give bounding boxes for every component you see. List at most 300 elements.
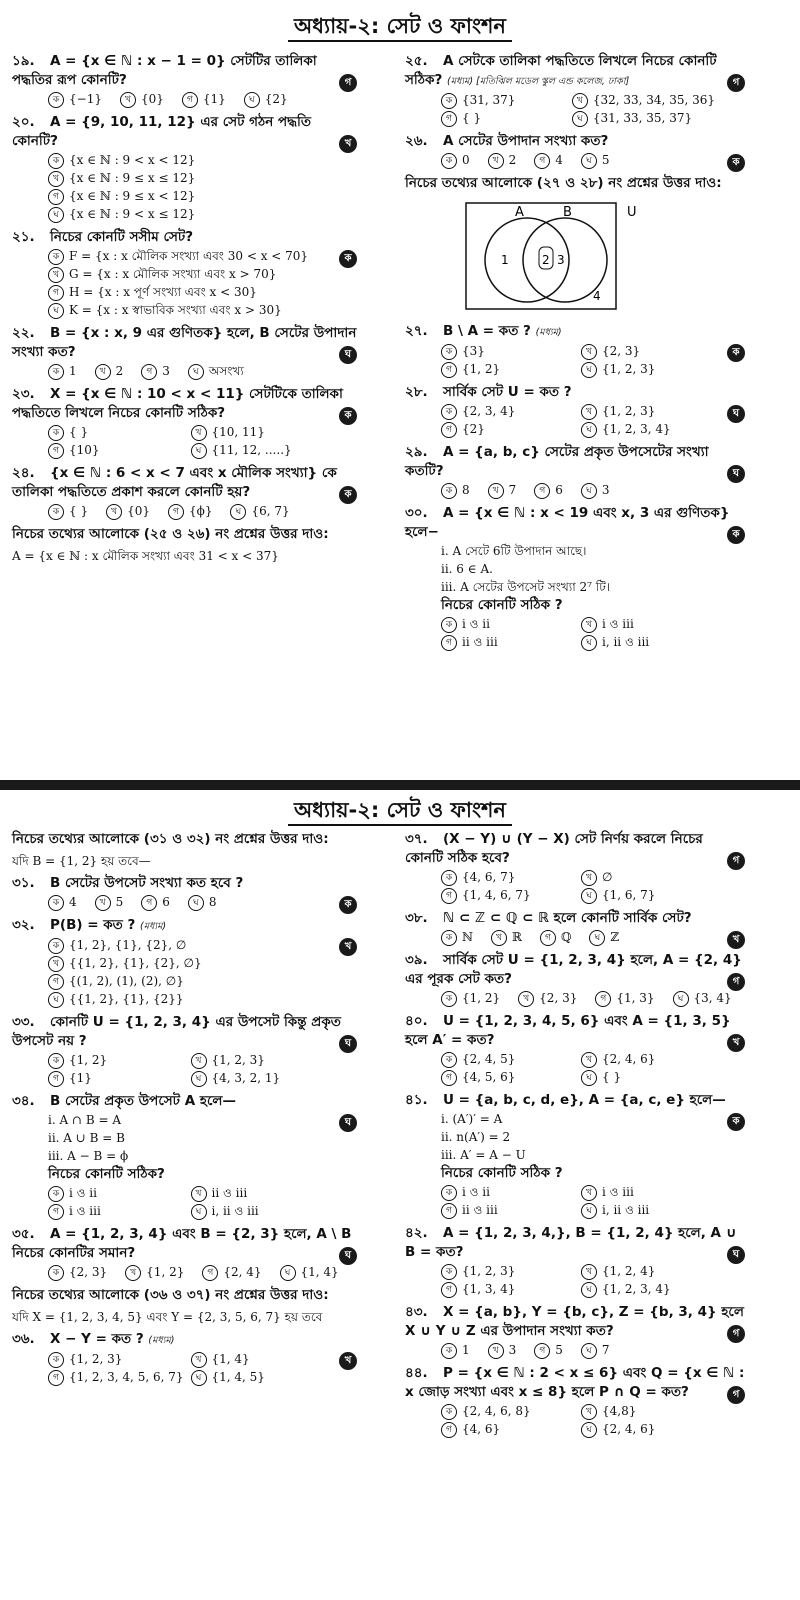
question-stem: (X − Y) ∪ (Y − X) সেট নির্ণয় করলে নিচের কোনটি সঠিক হবে? — [405, 831, 703, 866]
page-2-title: অধ্যায়-২: সেট ও ফাংশন — [0, 794, 800, 829]
option-3[interactable] — [244, 90, 288, 108]
option-0[interactable] — [441, 481, 470, 499]
option-2[interactable] — [534, 481, 563, 499]
option-text: {{1, 2}, {1}, {2}} — [69, 992, 184, 1006]
option-0[interactable] — [441, 1402, 575, 1420]
option-text: {4, 5, 6} — [462, 1070, 516, 1084]
option-3[interactable] — [48, 990, 327, 1008]
option-0[interactable] — [48, 151, 327, 169]
options — [12, 362, 357, 380]
question-number: ৪২. — [405, 1225, 428, 1241]
option-2[interactable] — [48, 187, 327, 205]
option-marker: ঘ — [191, 1071, 207, 1087]
option-0[interactable] — [48, 936, 327, 954]
option-0[interactable] — [441, 402, 575, 420]
venn-label-b: B — [563, 205, 572, 220]
option-marker: ঘ — [581, 1343, 597, 1359]
option-marker: খ — [488, 153, 504, 169]
option-text: {1, 2}, {1}, {2}, ∅ — [69, 938, 187, 952]
option-2[interactable] — [441, 1068, 575, 1086]
option-marker: গ — [441, 111, 457, 127]
option-2[interactable] — [441, 1280, 575, 1298]
statement-question: নিচের কোনটি সঠিক ? — [441, 1165, 563, 1181]
option-text: ii ও iii — [211, 1186, 248, 1200]
page-2-left-column — [12, 830, 357, 1391]
option-2[interactable] — [202, 1263, 261, 1281]
options — [405, 1183, 745, 1219]
option-1[interactable] — [488, 481, 517, 499]
question-number: ৩১. — [12, 875, 35, 891]
option-marker: গ — [441, 1422, 457, 1438]
option-0[interactable] — [441, 928, 473, 946]
option-3[interactable] — [581, 151, 610, 169]
question-page2-q34 — [12, 1092, 357, 1220]
option-marker: ঘ — [230, 504, 246, 520]
option-1[interactable] — [488, 151, 517, 169]
option-1[interactable] — [191, 1184, 328, 1202]
option-0[interactable] — [48, 362, 77, 380]
option-3[interactable] — [581, 1420, 715, 1438]
question-number: ২৩. — [12, 386, 35, 402]
option-1[interactable] — [581, 868, 715, 886]
question-stem: U = {a, b, c, d, e}, A = {a, c, e} হলে— — [443, 1092, 726, 1108]
question-stem: B সেটের উপসেট সংখ্যা কত হবে ? — [50, 875, 244, 891]
question-text — [12, 1013, 357, 1051]
option-text: i, ii ও iii — [211, 1204, 259, 1218]
answer-badge: ক — [727, 1113, 745, 1131]
option-1[interactable] — [191, 1350, 328, 1368]
option-text: {1, 4, 5} — [211, 1370, 265, 1384]
option-1[interactable] — [191, 1051, 328, 1069]
question-page2-q41 — [405, 1091, 745, 1219]
option-text: {4,8} — [602, 1404, 637, 1418]
question-number: ৩৯. — [405, 952, 428, 968]
option-text: {2, 4} — [223, 1265, 262, 1279]
options — [405, 868, 745, 904]
option-0[interactable] — [48, 1051, 185, 1069]
option-marker: ঘ — [581, 422, 597, 438]
option-2[interactable] — [48, 1202, 185, 1220]
question-page1-right2-1 — [405, 383, 745, 438]
option-2[interactable] — [168, 502, 212, 520]
option-0[interactable] — [441, 91, 566, 109]
option-3[interactable] — [572, 109, 715, 127]
option-text: 2 — [508, 153, 517, 167]
option-2[interactable] — [534, 151, 563, 169]
option-marker: ঘ — [581, 1070, 597, 1086]
option-1[interactable] — [581, 1402, 715, 1420]
option-text: ℚ — [560, 930, 572, 944]
option-marker: ক — [48, 504, 64, 520]
option-2[interactable] — [441, 886, 575, 904]
option-2[interactable] — [48, 283, 327, 301]
option-1[interactable] — [581, 615, 715, 633]
answer-badge: খ — [727, 931, 745, 949]
option-2[interactable] — [441, 420, 575, 438]
option-marker: খ — [191, 1053, 207, 1069]
option-1[interactable] — [581, 402, 715, 420]
option-text: { } — [462, 111, 482, 125]
option-text: 7 — [508, 483, 517, 497]
option-2[interactable] — [48, 1069, 185, 1087]
option-3[interactable] — [581, 1068, 715, 1086]
options — [405, 928, 745, 946]
option-3[interactable] — [673, 989, 732, 1007]
option-marker: খ — [488, 483, 504, 499]
option-marker: খ — [125, 1265, 141, 1281]
option-marker: খ — [488, 1343, 504, 1359]
venn-only-b: 3 — [557, 253, 565, 267]
statement-question: নিচের কোনটি সঠিক ? — [441, 597, 563, 613]
option-1[interactable] — [488, 1341, 517, 1359]
option-1[interactable] — [120, 90, 164, 108]
option-text: {31, 33, 35, 37} — [592, 111, 693, 125]
option-1[interactable] — [191, 423, 328, 441]
option-0[interactable] — [441, 989, 500, 1007]
question-number: ২১. — [12, 229, 35, 245]
option-2[interactable] — [441, 360, 575, 378]
option-0[interactable] — [441, 1050, 575, 1068]
option-2[interactable] — [595, 989, 654, 1007]
option-text: {1, 6, 7} — [602, 888, 656, 902]
option-3[interactable] — [48, 301, 327, 319]
option-text: {2, 4, 6, 8} — [462, 1404, 531, 1418]
answer-badge: ঘ — [727, 1246, 745, 1264]
option-marker: ঘ — [581, 1282, 597, 1298]
option-text: 6 — [555, 483, 563, 497]
option-text: i ও ii — [462, 617, 490, 631]
option-marker: খ — [581, 404, 597, 420]
option-2[interactable] — [141, 362, 170, 380]
option-3[interactable] — [191, 1202, 328, 1220]
option-1[interactable] — [581, 342, 715, 360]
options — [12, 423, 357, 459]
option-marker: ক — [48, 249, 64, 265]
option-marker: ঘ — [48, 207, 64, 223]
option-3[interactable] — [191, 1368, 328, 1386]
option-text: {1, 2, 3} — [462, 1264, 516, 1278]
statement: i. A সেটে 6টি উপাদান আছে। — [441, 544, 587, 558]
option-0[interactable] — [48, 90, 102, 108]
option-text: {0} — [140, 92, 164, 106]
answer-badge: ক — [339, 407, 357, 425]
option-2[interactable] — [540, 928, 571, 946]
option-3[interactable] — [188, 362, 244, 380]
option-marker: খ — [191, 1186, 207, 1202]
option-text: 8 — [208, 895, 217, 909]
option-text: {2, 3, 4} — [462, 404, 516, 418]
option-1[interactable] — [125, 1263, 184, 1281]
option-2[interactable] — [141, 893, 170, 911]
option-0[interactable] — [441, 615, 575, 633]
option-marker: খ — [48, 956, 64, 972]
answer-badge: ঘ — [339, 1114, 357, 1132]
option-text: {10} — [69, 443, 100, 457]
option-text: 3 — [601, 483, 610, 497]
question-number: ৩৫. — [12, 1226, 35, 1242]
option-text: i, ii ও iii — [602, 1203, 650, 1217]
option-marker: গ — [48, 1370, 64, 1386]
option-text: {1, 4, 6, 7} — [462, 888, 531, 902]
option-marker: খ — [581, 870, 597, 886]
question-number: ৩৪. — [12, 1093, 35, 1109]
option-3[interactable] — [581, 1341, 610, 1359]
page-1-left-column — [12, 52, 357, 569]
page-1-right-column — [405, 52, 745, 656]
question-text — [405, 322, 745, 342]
question-page2-right-0 — [405, 830, 745, 904]
answer-badge: ক — [339, 250, 357, 268]
option-3[interactable] — [191, 1069, 328, 1087]
option-marker: গ — [48, 1204, 64, 1220]
answer-badge: ঘ — [727, 405, 745, 423]
info-36-37-set: যদি X = {1, 2, 3, 4, 5} এবং Y = {2, 3, 5, 6, 7} হয় তবে — [12, 1310, 323, 1324]
question-page2-right-1 — [405, 909, 745, 946]
option-0[interactable] — [48, 1184, 185, 1202]
options — [12, 1051, 357, 1087]
option-2[interactable] — [441, 633, 575, 651]
option-1[interactable] — [581, 1262, 715, 1280]
option-0[interactable] — [48, 423, 185, 441]
question-text — [12, 52, 357, 90]
page-2-right-column — [405, 830, 745, 1443]
question-page2-right-3 — [405, 1012, 745, 1086]
venn-both: 2 — [542, 253, 550, 267]
option-0[interactable] — [441, 1262, 575, 1280]
option-marker: খ — [191, 1352, 207, 1368]
option-0[interactable] — [441, 151, 470, 169]
option-marker: খ — [581, 344, 597, 360]
question-text — [405, 504, 745, 542]
option-text: অসংখ্য — [208, 364, 244, 378]
option-marker: ঘ — [589, 930, 605, 946]
option-text: ii ও iii — [462, 1203, 498, 1217]
option-3[interactable] — [48, 205, 327, 223]
option-marker: গ — [182, 92, 198, 108]
option-0[interactable] — [48, 247, 327, 265]
option-1[interactable] — [106, 502, 150, 520]
options — [12, 151, 357, 223]
question-page1-q30 — [405, 504, 745, 651]
option-text: {1, 4} — [211, 1352, 250, 1366]
option-1[interactable] — [581, 1050, 715, 1068]
option-marker: গ — [48, 285, 64, 301]
option-2[interactable] — [182, 90, 226, 108]
option-text: {1} — [69, 1071, 92, 1085]
option-marker: ক — [441, 1052, 457, 1068]
venn-label-u: U — [627, 205, 637, 220]
option-marker: ঘ — [572, 111, 588, 127]
question-text — [12, 1092, 357, 1111]
page-2 — [0, 790, 800, 1600]
option-text: {1, 4} — [300, 1265, 339, 1279]
answer-badge: গ — [727, 973, 745, 991]
option-2[interactable] — [48, 1368, 185, 1386]
venn-only-a: 1 — [501, 253, 509, 267]
option-marker: ঘ — [581, 362, 597, 378]
question-number: ৪৪. — [405, 1365, 428, 1381]
option-1[interactable] — [572, 91, 715, 109]
option-text: 0 — [462, 153, 470, 167]
option-text: 4 — [555, 153, 563, 167]
option-1[interactable] — [95, 362, 124, 380]
option-text: {3, 4} — [693, 991, 732, 1005]
option-3[interactable] — [230, 502, 289, 520]
info-36-37: নিচের তথ্যের আলোকে (৩৬ ও ৩৭) নং প্রশ্নের উত্তর দাও: — [12, 1287, 329, 1303]
option-3[interactable] — [581, 1280, 715, 1298]
option-0[interactable] — [441, 1341, 470, 1359]
option-1[interactable] — [48, 265, 327, 283]
info-25-26: নিচের তথ্যের আলোকে (২৫ ও ২৬) নং প্রশ্নের উত্তর দাও: — [12, 526, 329, 542]
option-text: 5 — [555, 1343, 563, 1357]
option-3[interactable] — [191, 441, 328, 459]
question-page1-left-2 — [12, 228, 357, 319]
venn-label-a: A — [515, 205, 524, 220]
option-marker: ঘ — [191, 1370, 207, 1386]
question-stem: কোনটি U = {1, 2, 3, 4} এর উপসেট কিন্তু প্রকৃত উপসেট নয় ? — [12, 1014, 341, 1049]
question-source: (মধ্যম) — [535, 327, 562, 338]
option-1[interactable] — [48, 954, 327, 972]
option-text: {2, 3} — [539, 991, 578, 1005]
option-marker: ক — [441, 930, 457, 946]
statement: ii. 6 ∈ A. — [441, 562, 493, 576]
option-text: i ও ii — [69, 1186, 97, 1200]
question-text — [405, 1091, 745, 1110]
option-3[interactable] — [188, 893, 217, 911]
option-marker: ক — [48, 1186, 64, 1202]
question-text — [405, 1364, 745, 1402]
option-text: i ও iii — [602, 617, 634, 631]
option-0[interactable] — [48, 1263, 107, 1281]
option-marker: গ — [595, 991, 611, 1007]
option-text: {32, 33, 34, 35, 36} — [592, 93, 715, 107]
venn-diagram — [465, 202, 665, 312]
option-0[interactable] — [441, 868, 575, 886]
option-marker: খ — [491, 930, 507, 946]
option-0[interactable] — [441, 342, 575, 360]
answer-badge: খ — [339, 135, 357, 153]
answer-badge: ক — [339, 486, 357, 504]
option-3[interactable] — [581, 886, 715, 904]
option-text: {(1, 2), (1), (2), ∅} — [69, 974, 184, 988]
options — [12, 1263, 357, 1281]
option-1[interactable] — [518, 989, 577, 1007]
statement: i. (A′)′ = A — [441, 1112, 503, 1126]
option-marker: গ — [441, 888, 457, 904]
option-3[interactable] — [280, 1263, 339, 1281]
question-text — [405, 951, 745, 989]
question-text — [405, 132, 745, 151]
question-text — [12, 916, 357, 936]
option-marker: খ — [518, 991, 534, 1007]
option-marker: ক — [48, 425, 64, 441]
option-marker: গ — [540, 930, 556, 946]
answer-badge: ক — [727, 344, 745, 362]
option-marker: গ — [534, 483, 550, 499]
option-marker: ঘ — [581, 888, 597, 904]
option-marker: গ — [48, 443, 64, 459]
option-1[interactable] — [491, 928, 522, 946]
option-2[interactable] — [441, 109, 566, 127]
option-text: {1, 2} — [462, 362, 501, 376]
statement: i. A ∩ B = A — [48, 1113, 121, 1127]
answer-badge: ক — [339, 896, 357, 914]
option-2[interactable] — [48, 972, 327, 990]
question-stem: P(B) = কত ? — [50, 917, 136, 933]
question-page2-q36 — [12, 1330, 357, 1386]
option-3[interactable] — [581, 1201, 715, 1219]
option-text: {4, 6} — [462, 1422, 501, 1436]
option-2[interactable] — [441, 1201, 575, 1219]
option-marker: গ — [141, 364, 157, 380]
option-marker: ক — [48, 364, 64, 380]
question-text — [12, 1330, 357, 1350]
options — [405, 989, 745, 1007]
info-27-28: নিচের তথ্যের আলোকে (২৭ ও ২৮) নং প্রশ্নের উত্তর দাও: — [405, 175, 722, 191]
option-0[interactable] — [48, 893, 77, 911]
option-3[interactable] — [581, 360, 715, 378]
option-2[interactable] — [48, 441, 185, 459]
option-marker: ক — [441, 617, 457, 633]
question-page2-left-2 — [12, 1013, 357, 1087]
option-text: 4 — [69, 895, 77, 909]
option-3[interactable] — [589, 928, 619, 946]
question-number: ৩৩. — [12, 1014, 35, 1030]
option-marker: ক — [441, 991, 457, 1007]
option-marker: ঘ — [581, 483, 597, 499]
option-marker: গ — [141, 895, 157, 911]
question-stem: P = {x ∈ ℕ : 2 < x ≤ 6} এবং Q = {x ∈ ℕ : x জোড় সংখ্যা এবং x ≤ 8} হলে P ∩ Q = কত? — [405, 1365, 745, 1400]
option-marker: ক — [441, 1264, 457, 1280]
option-2[interactable] — [441, 1420, 575, 1438]
option-0[interactable] — [441, 1183, 575, 1201]
option-1[interactable] — [95, 893, 124, 911]
question-stem: B = {x : x, 9 এর গুণিতক} হলে, B সেটের উপাদান সংখ্যা কত? — [12, 325, 357, 360]
option-text: 3 — [162, 364, 170, 378]
option-0[interactable] — [48, 1350, 185, 1368]
option-text: {10, 11} — [211, 425, 265, 439]
question-page2-q35 — [12, 1225, 357, 1281]
option-marker: ক — [48, 92, 64, 108]
option-marker: ক — [48, 895, 64, 911]
option-marker: গ — [441, 1282, 457, 1298]
statement: ii. A ∪ B = B — [48, 1131, 125, 1145]
option-marker: ঘ — [673, 991, 689, 1007]
option-text: i, ii ও iii — [602, 635, 650, 649]
option-3[interactable] — [581, 420, 715, 438]
option-1[interactable] — [48, 169, 327, 187]
page-1-title: অধ্যায়-২: সেট ও ফাংশন — [0, 10, 800, 45]
option-marker: খ — [95, 895, 111, 911]
option-text: 1 — [69, 364, 77, 378]
options — [12, 936, 357, 1008]
answer-badge: গ — [727, 1325, 745, 1343]
option-3[interactable] — [581, 633, 715, 651]
option-text: {1, 2} — [146, 1265, 185, 1279]
option-2[interactable] — [534, 1341, 563, 1359]
option-text: {2, 3} — [69, 1265, 108, 1279]
option-0[interactable] — [48, 502, 88, 520]
options — [12, 502, 357, 520]
question-stem: A = {x ∈ ℕ : x < 19 এবং x, 3 এর গুণিতক} হলে− — [405, 505, 730, 540]
option-text: i ও iii — [602, 1185, 634, 1199]
options — [405, 1402, 745, 1438]
option-1[interactable] — [581, 1183, 715, 1201]
option-text: {2, 3} — [602, 344, 641, 358]
statement: ii. n(A′) = 2 — [441, 1130, 511, 1144]
option-3[interactable] — [581, 481, 610, 499]
option-text: { } — [69, 504, 89, 518]
